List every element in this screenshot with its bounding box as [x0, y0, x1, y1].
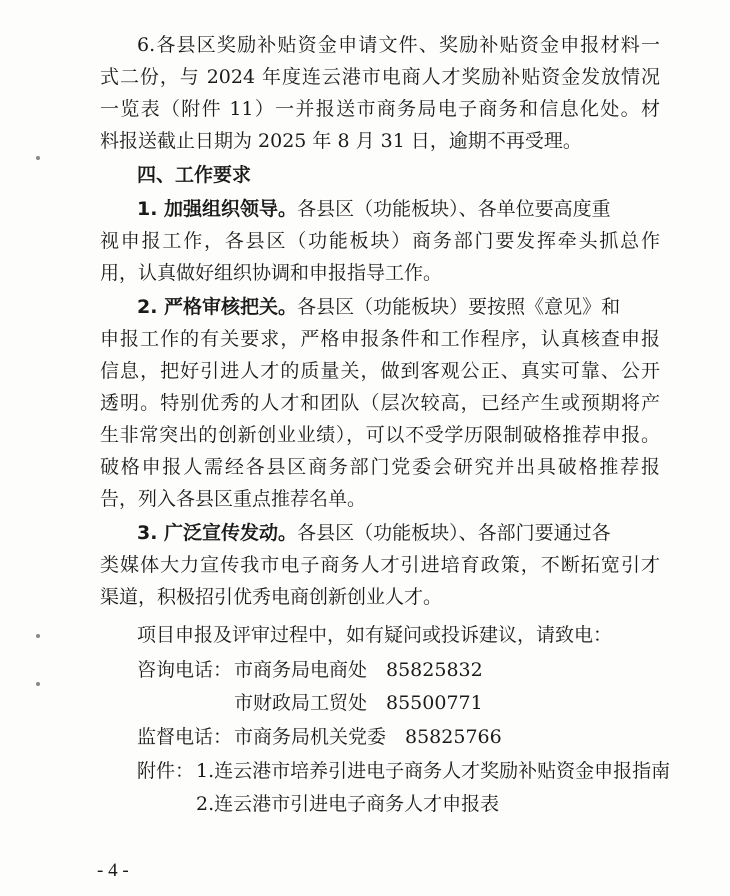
- req1-line-2: 视申报工作，各县区（功能板块）商务部门要发挥牵头抓总作: [100, 230, 660, 252]
- consult-phone-2: 市财政局工贸处 85500771: [234, 692, 483, 714]
- section-heading: 四、工作要求: [137, 164, 252, 186]
- consult-phone-1: 市商务局电商处 85825832: [234, 659, 483, 681]
- supervise-phone: 市商务局机关党委 85825766: [234, 726, 502, 748]
- para6-line-1: 6.各县区奖励补贴资金申请文件、奖励补贴资金申报材料一: [137, 34, 660, 56]
- supervise-label: 监督电话：: [137, 726, 233, 748]
- req3-line-3: 渠道，积极招引优秀电商创新创业人才。: [100, 586, 443, 608]
- attachment-label: 附件：: [137, 760, 195, 782]
- req2-line-4: 透明。特别优秀的人才和团队（层次较高，已经产生或预期将产: [100, 392, 660, 414]
- page-number: - 4 -: [97, 860, 129, 881]
- req1-line-3: 用，认真做好组织协调和申报指导工作。: [100, 262, 443, 284]
- req2-line-1: [137, 295, 660, 319]
- para6-line-3: 一览表（附件 11）一并报送市商务局电子商务和信息化处。材: [100, 98, 660, 120]
- scan-speck: [36, 634, 40, 638]
- req2-title: 2. 严格审核把关。: [137, 296, 298, 318]
- req2-line-3: 信息，把好引进人才的质量关，做到客观公正、真实可靠、公开: [100, 360, 660, 382]
- para6-line-4: 料报送截止日期为 2025 年 8 月 31 日，逾期不再受理。: [100, 130, 582, 152]
- req3-line-2: 类媒体大力宣传我市电子商务人才引进培育政策，不断拓宽引才: [100, 554, 660, 576]
- req1-text-1: 各县区（功能板块）、各单位要高度重: [297, 198, 611, 220]
- consult-label: 咨询电话：: [137, 659, 233, 681]
- req2-line-2: 申报工作的有关要求，严格申报条件和工作程序，认真核查申报: [100, 328, 660, 350]
- para6-line-2: 式二份，与 2024 年度连云港市电商人才奖励补贴资金发放情况: [100, 66, 660, 88]
- scan-speck: [36, 682, 40, 686]
- contact-intro: 项目申报及评审过程中，如有疑问或投诉建议，请致电：: [137, 624, 613, 646]
- req2-line-6: 破格申报人需经各县区商务部门党委会研究并出具破格推荐报: [100, 456, 660, 478]
- attachment-2: 2.连云港市引进电子商务人才申报表: [196, 793, 500, 815]
- req1-line-1: [137, 197, 660, 221]
- req3-line-1: [137, 521, 660, 545]
- req3-title: 3. 广泛宣传发动。: [137, 522, 298, 544]
- scan-speck: [36, 156, 40, 160]
- req1-title: 1. 加强组织领导。: [137, 198, 298, 220]
- req2-line-5: 生非常突出的创新创业业绩），可以不受学历限制破格推荐申报。: [100, 424, 660, 446]
- attachment-1: 1.连云港市培养引进电子商务人才奖励补贴资金申报指南: [196, 760, 671, 782]
- req3-text-1: 各县区（功能板块）、各部门要通过各: [297, 522, 611, 544]
- req2-text-1: 各县区（功能板块）要按照《意见》和: [297, 296, 621, 318]
- req2-line-7: 告，列入各县区重点推荐名单。: [100, 488, 367, 510]
